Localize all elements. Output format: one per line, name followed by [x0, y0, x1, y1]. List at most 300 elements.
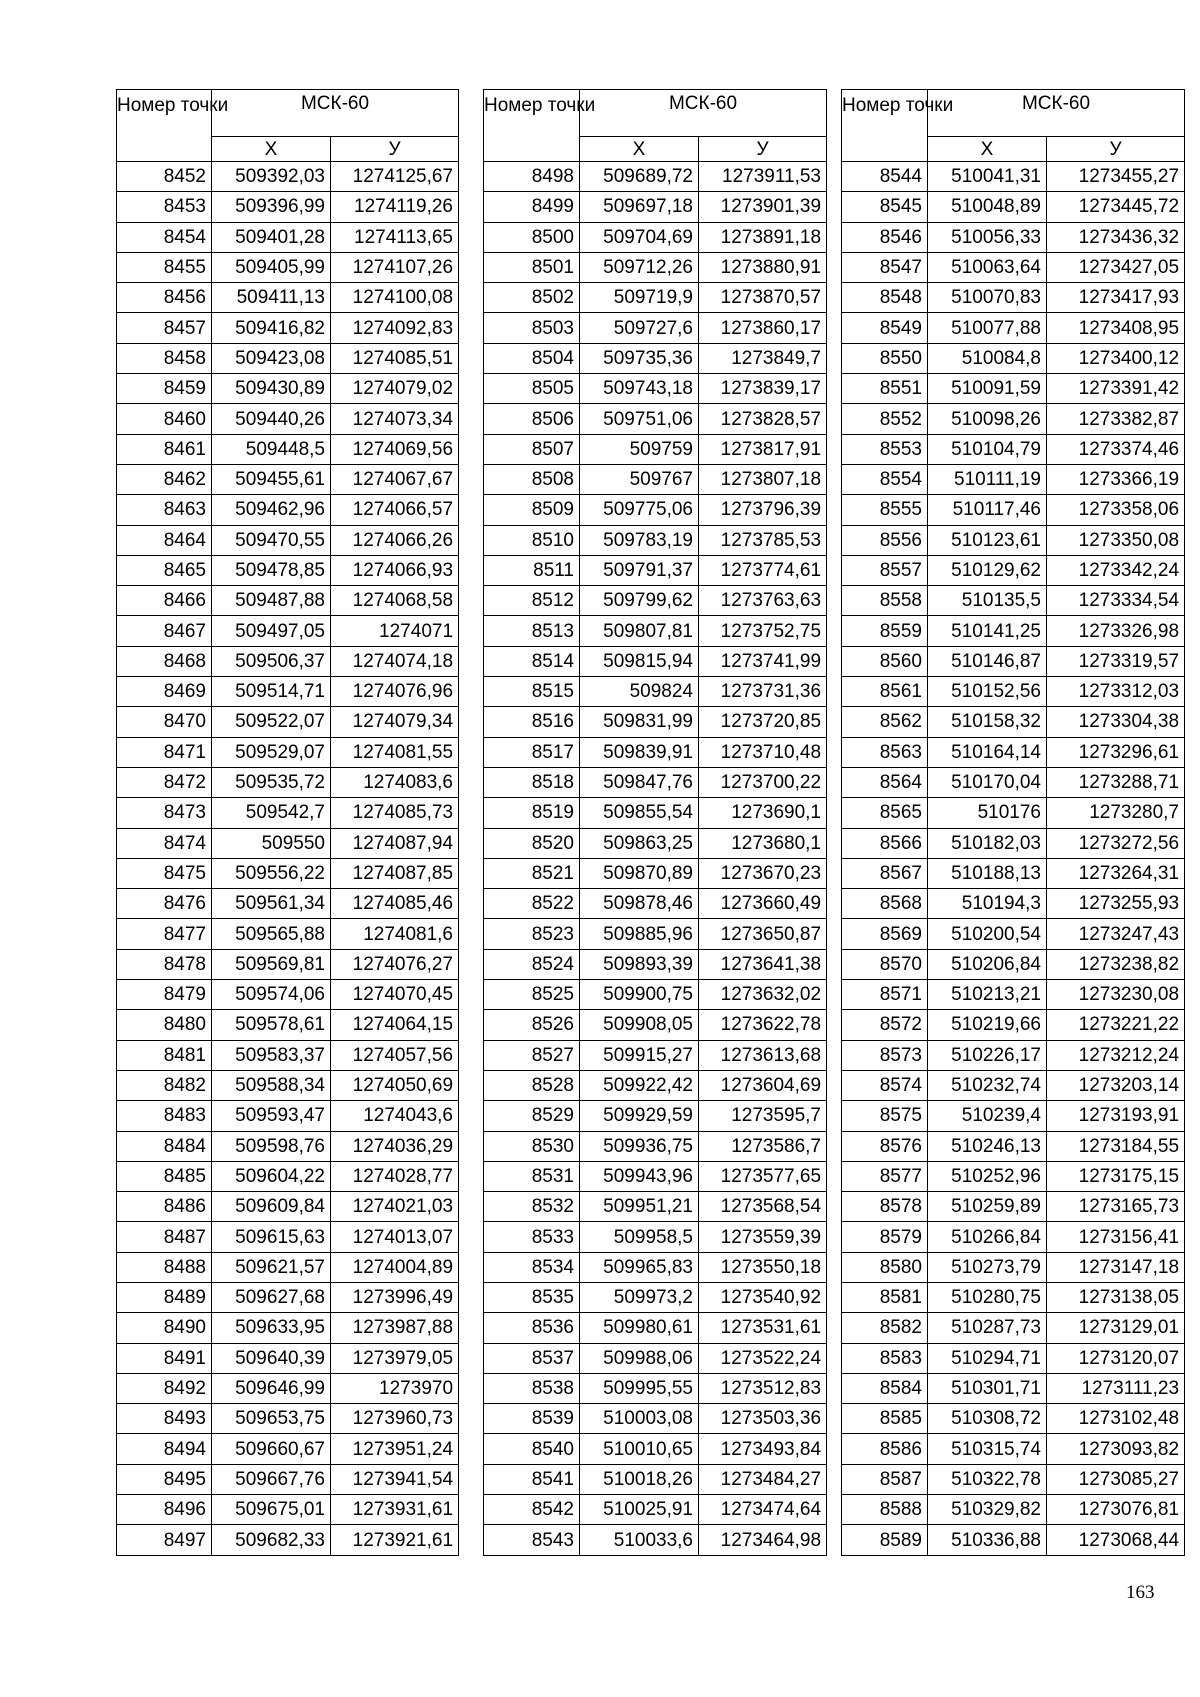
- y-coordinate-cell: 1274036,29: [331, 1131, 459, 1161]
- table-row: [842, 162, 1185, 192]
- point-number-cell: 8585: [842, 1404, 928, 1434]
- table-row: [117, 919, 459, 949]
- x-coordinate-cell: 509980,61: [580, 1313, 699, 1343]
- x-coordinate-cell: 509583,37: [212, 1040, 331, 1070]
- point-number-cell: 8454: [117, 222, 212, 252]
- x-coordinate-cell: 509759: [580, 434, 699, 464]
- point-number-cell: 8484: [117, 1131, 212, 1161]
- x-coordinate-cell: 509855,54: [580, 798, 699, 828]
- x-coordinate-cell: 509470,55: [212, 525, 331, 555]
- y-coordinate-cell: 1273464,98: [699, 1525, 827, 1555]
- table-row: [484, 919, 827, 949]
- table-row: [117, 434, 459, 464]
- y-coordinate-cell: 1273796,39: [699, 495, 827, 525]
- x-coordinate-cell: 510308,72: [928, 1404, 1047, 1434]
- table-row: [117, 1070, 459, 1100]
- y-coordinate-cell: 1273660,49: [699, 889, 827, 919]
- table-row: [117, 1131, 459, 1161]
- table-row: [484, 434, 827, 464]
- table-row: [117, 1373, 459, 1403]
- y-coordinate-cell: 1273807,18: [699, 464, 827, 494]
- x-coordinate-cell: 509831,99: [580, 707, 699, 737]
- table-row: [842, 828, 1185, 858]
- y-coordinate-cell: 1274092,83: [331, 313, 459, 343]
- point-number-cell: 8510: [484, 525, 580, 555]
- table-row: [842, 1343, 1185, 1373]
- point-number-cell: 8516: [484, 707, 580, 737]
- x-coordinate-cell: 509401,28: [212, 222, 331, 252]
- table-row: [117, 767, 459, 797]
- point-number-cell: 8588: [842, 1495, 928, 1525]
- y-coordinate-cell: 1274113,65: [331, 222, 459, 252]
- y-coordinate-cell: 1273670,23: [699, 858, 827, 888]
- table-row: [117, 192, 459, 222]
- point-number-cell: 8534: [484, 1252, 580, 1282]
- table-row: [484, 1222, 827, 1252]
- point-number-cell: 8503: [484, 313, 580, 343]
- point-number-cell: 8478: [117, 949, 212, 979]
- y-coordinate-cell: 1273445,72: [1047, 192, 1185, 222]
- point-number-cell: 8481: [117, 1040, 212, 1070]
- y-coordinate-cell: 1273350,08: [1047, 525, 1185, 555]
- point-number-cell: 8458: [117, 343, 212, 373]
- point-number-cell: 8467: [117, 616, 212, 646]
- table-row: [484, 1101, 827, 1131]
- y-coordinate-cell: 1273391,42: [1047, 374, 1185, 404]
- y-coordinate-cell: 1273400,12: [1047, 343, 1185, 373]
- y-coordinate-cell: 1273979,05: [331, 1343, 459, 1373]
- y-coordinate-cell: 1274085,46: [331, 889, 459, 919]
- table-row: [484, 1313, 827, 1343]
- point-number-cell: 8480: [117, 1010, 212, 1040]
- y-coordinate-cell: 1273203,14: [1047, 1070, 1185, 1100]
- table-row: [842, 434, 1185, 464]
- x-coordinate-cell: 510091,59: [928, 374, 1047, 404]
- point-number-cell: 8564: [842, 767, 928, 797]
- x-coordinate-cell: 509660,67: [212, 1434, 331, 1464]
- point-number-cell: 8569: [842, 919, 928, 949]
- point-number-cell: 8531: [484, 1161, 580, 1191]
- table-row: [842, 1373, 1185, 1403]
- table-row: [484, 586, 827, 616]
- table-row: [484, 162, 827, 192]
- y-coordinate-cell: 1273550,18: [699, 1252, 827, 1282]
- x-coordinate-cell: 509799,62: [580, 586, 699, 616]
- point-number-cell: 8553: [842, 434, 928, 464]
- x-coordinate-cell: 509621,57: [212, 1252, 331, 1282]
- x-coordinate-cell: 509478,85: [212, 555, 331, 585]
- y-coordinate-cell: 1273700,22: [699, 767, 827, 797]
- point-number-cell: 8544: [842, 162, 928, 192]
- point-number-cell: 8515: [484, 677, 580, 707]
- point-number-cell: 8486: [117, 1192, 212, 1222]
- y-coordinate-cell: 1273129,01: [1047, 1313, 1185, 1343]
- x-coordinate-cell: 510025,91: [580, 1495, 699, 1525]
- coordinate-system-header: МСК-60: [212, 90, 459, 137]
- point-number-cell: 8546: [842, 222, 928, 252]
- x-coordinate-cell: 510259,89: [928, 1192, 1047, 1222]
- table-row: [842, 313, 1185, 343]
- table-row: [484, 1192, 827, 1222]
- y-coordinate-cell: 1273184,55: [1047, 1131, 1185, 1161]
- table-row: [117, 252, 459, 282]
- x-column-header: Х: [212, 137, 331, 162]
- x-column-header: Х: [580, 137, 699, 162]
- y-coordinate-cell: 1273342,24: [1047, 555, 1185, 585]
- page-number: 163: [1126, 1582, 1155, 1603]
- table-row: [484, 616, 827, 646]
- point-number-cell: 8469: [117, 677, 212, 707]
- y-coordinate-cell: 1273436,32: [1047, 222, 1185, 252]
- x-coordinate-cell: 509565,88: [212, 919, 331, 949]
- x-coordinate-cell: 509824: [580, 677, 699, 707]
- y-coordinate-cell: 1273076,81: [1047, 1495, 1185, 1525]
- x-coordinate-cell: 509951,21: [580, 1192, 699, 1222]
- table-row: [484, 1434, 827, 1464]
- point-number-cell: 8497: [117, 1525, 212, 1555]
- point-number-cell: 8562: [842, 707, 928, 737]
- table-row: [117, 1282, 459, 1312]
- point-number-cell: 8493: [117, 1404, 212, 1434]
- x-coordinate-cell: 510280,75: [928, 1282, 1047, 1312]
- table-row: [484, 858, 827, 888]
- table-row: [842, 767, 1185, 797]
- point-number-cell: 8476: [117, 889, 212, 919]
- x-coordinate-cell: 509593,47: [212, 1101, 331, 1131]
- x-coordinate-cell: 510273,79: [928, 1252, 1047, 1282]
- point-number-cell: 8552: [842, 404, 928, 434]
- x-coordinate-cell: 509615,63: [212, 1222, 331, 1252]
- table-row: [842, 1252, 1185, 1282]
- point-number-cell: 8460: [117, 404, 212, 434]
- point-number-cell: 8538: [484, 1373, 580, 1403]
- table-row: [117, 1161, 459, 1191]
- table-row: [117, 1404, 459, 1434]
- point-number-cell: 8495: [117, 1464, 212, 1494]
- point-number-cell: 8526: [484, 1010, 580, 1040]
- x-coordinate-cell: 509667,76: [212, 1464, 331, 1494]
- table-row: [484, 1161, 827, 1191]
- x-coordinate-cell: 509497,05: [212, 616, 331, 646]
- table-row: [117, 586, 459, 616]
- y-coordinate-cell: 1273212,24: [1047, 1040, 1185, 1070]
- y-coordinate-cell: 1273288,71: [1047, 767, 1185, 797]
- y-coordinate-cell: 1273839,17: [699, 374, 827, 404]
- x-coordinate-cell: 509430,89: [212, 374, 331, 404]
- x-coordinate-cell: 509604,22: [212, 1161, 331, 1191]
- point-number-cell: 8519: [484, 798, 580, 828]
- y-coordinate-cell: 1274064,15: [331, 1010, 459, 1040]
- table-row: [117, 1252, 459, 1282]
- coordinate-table-3: [841, 89, 1185, 1556]
- table-row: [117, 374, 459, 404]
- table-row: [842, 343, 1185, 373]
- point-number-cell: 8542: [484, 1495, 580, 1525]
- point-number-cell: 8520: [484, 828, 580, 858]
- x-coordinate-cell: 510077,88: [928, 313, 1047, 343]
- point-number-header: Номер точки: [117, 90, 212, 162]
- y-coordinate-cell: 1273568,54: [699, 1192, 827, 1222]
- point-number-cell: 8512: [484, 586, 580, 616]
- y-coordinate-cell: 1273493,84: [699, 1434, 827, 1464]
- table-row: [484, 343, 827, 373]
- point-number-cell: 8472: [117, 767, 212, 797]
- y-coordinate-cell: 1273828,57: [699, 404, 827, 434]
- y-coordinate-cell: 1273304,38: [1047, 707, 1185, 737]
- y-coordinate-cell: 1273901,39: [699, 192, 827, 222]
- point-number-cell: 8539: [484, 1404, 580, 1434]
- table-row: [484, 828, 827, 858]
- x-coordinate-cell: 509893,39: [580, 949, 699, 979]
- point-number-cell: 8567: [842, 858, 928, 888]
- y-coordinate-cell: 1274119,26: [331, 192, 459, 222]
- y-coordinate-cell: 1274100,08: [331, 283, 459, 313]
- table-row: [842, 404, 1185, 434]
- point-number-cell: 8507: [484, 434, 580, 464]
- y-coordinate-cell: 1274013,07: [331, 1222, 459, 1252]
- table-row: [842, 1222, 1185, 1252]
- x-coordinate-cell: 510219,66: [928, 1010, 1047, 1040]
- x-coordinate-cell: 510141,25: [928, 616, 1047, 646]
- point-number-cell: 8589: [842, 1525, 928, 1555]
- point-number-header: Номер точки: [842, 90, 928, 162]
- x-coordinate-cell: 509640,39: [212, 1343, 331, 1373]
- table-row: [484, 646, 827, 676]
- table-row: [484, 1464, 827, 1494]
- point-number-cell: 8566: [842, 828, 928, 858]
- point-number-cell: 8466: [117, 586, 212, 616]
- point-number-cell: 8522: [484, 889, 580, 919]
- y-coordinate-cell: 1273752,75: [699, 616, 827, 646]
- y-coordinate-cell: 1273774,61: [699, 555, 827, 585]
- point-number-cell: 8547: [842, 252, 928, 282]
- table-row: [484, 464, 827, 494]
- y-coordinate-cell: 1274081,6: [331, 919, 459, 949]
- table-row: [842, 737, 1185, 767]
- point-number-cell: 8572: [842, 1010, 928, 1040]
- point-number-cell: 8463: [117, 495, 212, 525]
- x-coordinate-cell: 509653,75: [212, 1404, 331, 1434]
- y-coordinate-cell: 1273230,08: [1047, 980, 1185, 1010]
- table-row: [484, 1525, 827, 1555]
- table-row: [842, 525, 1185, 555]
- point-number-cell: 8488: [117, 1252, 212, 1282]
- point-number-cell: 8579: [842, 1222, 928, 1252]
- y-coordinate-cell: 1274004,89: [331, 1252, 459, 1282]
- x-coordinate-cell: 509440,26: [212, 404, 331, 434]
- y-coordinate-cell: 1273987,88: [331, 1313, 459, 1343]
- table-row: [484, 677, 827, 707]
- table-row: [484, 1373, 827, 1403]
- y-coordinate-cell: 1273849,7: [699, 343, 827, 373]
- point-number-cell: 8557: [842, 555, 928, 585]
- x-coordinate-cell: 510252,96: [928, 1161, 1047, 1191]
- y-coordinate-cell: 1273911,53: [699, 162, 827, 192]
- x-coordinate-cell: 510188,13: [928, 858, 1047, 888]
- coordinate-table-1: [116, 89, 459, 1556]
- point-number-cell: 8541: [484, 1464, 580, 1494]
- y-coordinate-cell: 1273613,68: [699, 1040, 827, 1070]
- x-coordinate-cell: 509815,94: [580, 646, 699, 676]
- y-coordinate-cell: 1274066,57: [331, 495, 459, 525]
- y-coordinate-cell: 1274079,02: [331, 374, 459, 404]
- y-coordinate-cell: 1274057,56: [331, 1040, 459, 1070]
- point-number-cell: 8556: [842, 525, 928, 555]
- point-number-cell: 8573: [842, 1040, 928, 1070]
- x-coordinate-cell: 509704,69: [580, 222, 699, 252]
- x-coordinate-cell: 509448,5: [212, 434, 331, 464]
- point-number-cell: 8549: [842, 313, 928, 343]
- y-coordinate-cell: 1273720,85: [699, 707, 827, 737]
- y-coordinate-cell: 1274067,67: [331, 464, 459, 494]
- point-number-cell: 8583: [842, 1343, 928, 1373]
- x-coordinate-cell: 509775,06: [580, 495, 699, 525]
- x-coordinate-cell: 509542,7: [212, 798, 331, 828]
- y-coordinate-cell: 1274021,03: [331, 1192, 459, 1222]
- point-number-cell: 8511: [484, 555, 580, 585]
- x-coordinate-cell: 509487,88: [212, 586, 331, 616]
- x-coordinate-cell: 510176: [928, 798, 1047, 828]
- table-row: [484, 1131, 827, 1161]
- point-number-cell: 8537: [484, 1343, 580, 1373]
- x-coordinate-cell: 509689,72: [580, 162, 699, 192]
- table-row: [842, 1495, 1185, 1525]
- y-coordinate-cell: 1274081,55: [331, 737, 459, 767]
- table-row: [842, 646, 1185, 676]
- x-coordinate-cell: 509598,76: [212, 1131, 331, 1161]
- point-number-cell: 8464: [117, 525, 212, 555]
- point-number-cell: 8491: [117, 1343, 212, 1373]
- table-row: [117, 283, 459, 313]
- y-coordinate-cell: 1273622,78: [699, 1010, 827, 1040]
- y-coordinate-cell: 1273484,27: [699, 1464, 827, 1494]
- x-coordinate-cell: 510164,14: [928, 737, 1047, 767]
- point-number-cell: 8508: [484, 464, 580, 494]
- point-number-cell: 8506: [484, 404, 580, 434]
- point-number-cell: 8473: [117, 798, 212, 828]
- y-coordinate-cell: 1274085,73: [331, 798, 459, 828]
- point-number-cell: 8581: [842, 1282, 928, 1312]
- table-row: [842, 1464, 1185, 1494]
- x-coordinate-cell: 510104,79: [928, 434, 1047, 464]
- y-coordinate-cell: 1274066,26: [331, 525, 459, 555]
- x-coordinate-cell: 510232,74: [928, 1070, 1047, 1100]
- table-row: [117, 1434, 459, 1464]
- coordinate-table-2: [483, 89, 827, 1556]
- x-coordinate-cell: 510010,65: [580, 1434, 699, 1464]
- table-row: [842, 980, 1185, 1010]
- table-row: [842, 1010, 1185, 1040]
- y-coordinate-cell: 1273366,19: [1047, 464, 1185, 494]
- table-row: [842, 1040, 1185, 1070]
- point-number-cell: 8487: [117, 1222, 212, 1252]
- y-coordinate-cell: 1273503,36: [699, 1404, 827, 1434]
- table-row: [842, 616, 1185, 646]
- table-row: [484, 1343, 827, 1373]
- x-coordinate-cell: 509908,05: [580, 1010, 699, 1040]
- y-coordinate-cell: 1274076,96: [331, 677, 459, 707]
- x-coordinate-cell: 510048,89: [928, 192, 1047, 222]
- x-coordinate-cell: 510033,6: [580, 1525, 699, 1555]
- table-row: [117, 1495, 459, 1525]
- x-coordinate-cell: 510329,82: [928, 1495, 1047, 1525]
- x-coordinate-cell: 509995,55: [580, 1373, 699, 1403]
- point-number-cell: 8457: [117, 313, 212, 343]
- table-row: [117, 1525, 459, 1555]
- y-coordinate-cell: 1273102,48: [1047, 1404, 1185, 1434]
- point-number-cell: 8587: [842, 1464, 928, 1494]
- table-row: [117, 949, 459, 979]
- point-number-cell: 8492: [117, 1373, 212, 1403]
- y-coordinate-cell: 1273093,82: [1047, 1434, 1185, 1464]
- x-coordinate-cell: 510070,83: [928, 283, 1047, 313]
- table-row: [117, 1343, 459, 1373]
- y-column-header: У: [699, 137, 827, 162]
- point-number-cell: 8465: [117, 555, 212, 585]
- table-row: [117, 1040, 459, 1070]
- x-coordinate-cell: 509646,99: [212, 1373, 331, 1403]
- table-row: [842, 495, 1185, 525]
- y-coordinate-cell: 1273358,06: [1047, 495, 1185, 525]
- x-coordinate-cell: 510170,04: [928, 767, 1047, 797]
- x-coordinate-cell: 509588,34: [212, 1070, 331, 1100]
- x-coordinate-cell: 509863,25: [580, 828, 699, 858]
- coordinate-system-header: МСК-60: [580, 90, 827, 137]
- table-row: [484, 949, 827, 979]
- table-row: [117, 737, 459, 767]
- point-number-cell: 8545: [842, 192, 928, 222]
- y-column-header: У: [331, 137, 459, 162]
- coordinate-tables: [116, 89, 1184, 1559]
- point-number-cell: 8540: [484, 1434, 580, 1464]
- y-coordinate-cell: 1273690,1: [699, 798, 827, 828]
- y-coordinate-cell: 1273595,7: [699, 1101, 827, 1131]
- table-row: [842, 919, 1185, 949]
- y-coordinate-cell: 1274083,6: [331, 767, 459, 797]
- y-coordinate-cell: 1273319,57: [1047, 646, 1185, 676]
- y-coordinate-cell: 1273408,95: [1047, 313, 1185, 343]
- x-coordinate-cell: 510135,5: [928, 586, 1047, 616]
- x-coordinate-cell: 509783,19: [580, 525, 699, 555]
- point-number-cell: 8502: [484, 283, 580, 313]
- point-number-cell: 8580: [842, 1252, 928, 1282]
- point-number-cell: 8452: [117, 162, 212, 192]
- x-coordinate-cell: 509915,27: [580, 1040, 699, 1070]
- y-coordinate-cell: 1273604,69: [699, 1070, 827, 1100]
- y-coordinate-cell: 1274073,34: [331, 404, 459, 434]
- x-coordinate-cell: 509697,18: [580, 192, 699, 222]
- table-row: [117, 1192, 459, 1222]
- x-coordinate-cell: 509550: [212, 828, 331, 858]
- table-row: [842, 1161, 1185, 1191]
- x-coordinate-cell: 509556,22: [212, 858, 331, 888]
- x-coordinate-cell: 510239,4: [928, 1101, 1047, 1131]
- x-coordinate-cell: 509900,75: [580, 980, 699, 1010]
- point-number-cell: 8575: [842, 1101, 928, 1131]
- y-coordinate-cell: 1274076,27: [331, 949, 459, 979]
- y-coordinate-cell: 1273417,93: [1047, 283, 1185, 313]
- point-number-cell: 8554: [842, 464, 928, 494]
- y-coordinate-cell: 1273455,27: [1047, 162, 1185, 192]
- x-coordinate-cell: 509936,75: [580, 1131, 699, 1161]
- x-coordinate-cell: 510336,88: [928, 1525, 1047, 1555]
- y-coordinate-cell: 1273650,87: [699, 919, 827, 949]
- point-number-cell: 8523: [484, 919, 580, 949]
- x-coordinate-cell: 510003,08: [580, 1404, 699, 1434]
- x-coordinate-cell: 510158,32: [928, 707, 1047, 737]
- point-number-cell: 8505: [484, 374, 580, 404]
- y-coordinate-cell: 1273880,91: [699, 252, 827, 282]
